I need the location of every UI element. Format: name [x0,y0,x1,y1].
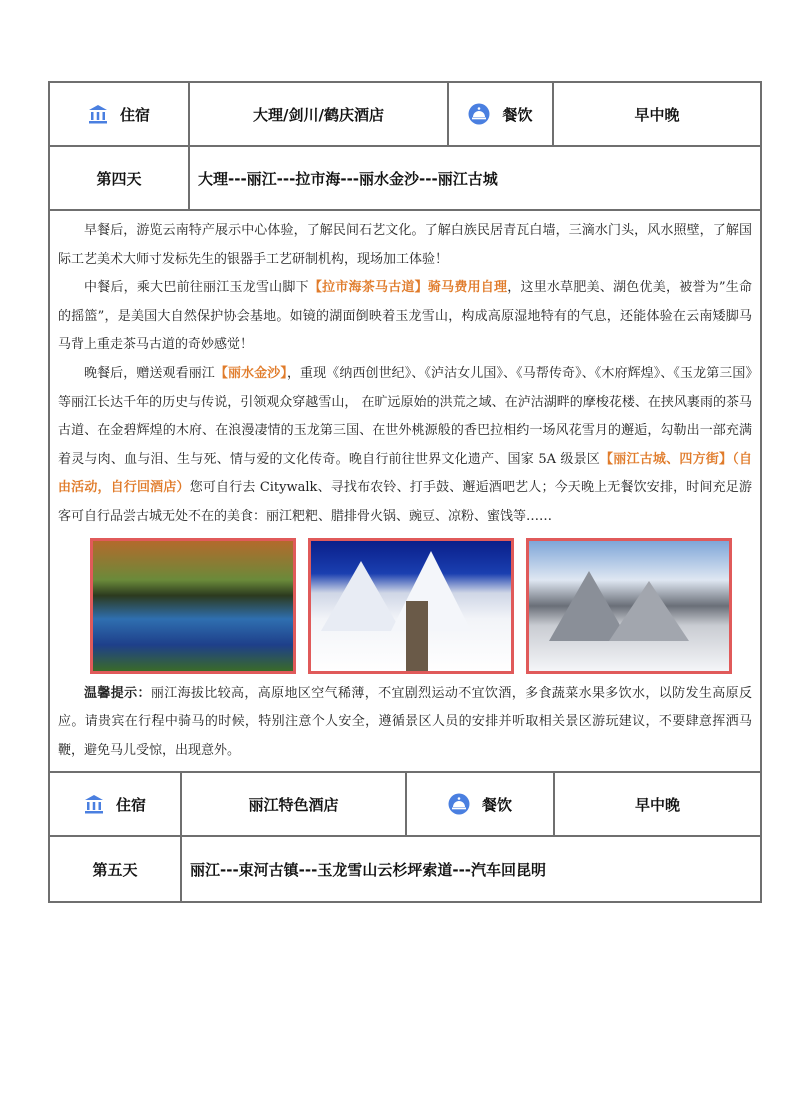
meals-value: 早中晚 [634,105,680,124]
tip-label: 温馨提示： [84,685,151,701]
photo-gallery [58,532,752,680]
day4-description-row [50,211,760,773]
highlight-old-town: 【丽江古城、四方街】（自由活动，自行回酒店） [58,451,752,496]
accommodation-label-cell [50,83,190,145]
text: 中餐后，乘大巴前往丽江玉龙雪山脚下 [84,280,309,296]
tip-text: 丽江海拔比较高，高原地区空气稀薄，不宜剧烈运动不宜饮酒，多食蔬菜水果多饮水，以防发生高原反应。请贵宾在行程中骑马的时候，特别注意个人安全，遵循景区人员的安排并听取相关景区游玩建议，不要肆意挥洒马鞭，避免马儿受惊，出现意外。 [58,685,752,758]
meals-label-cell [449,83,554,145]
route: 大理---丽江---拉市海---丽水金沙---丽江古城 [198,169,498,188]
paragraph-noon [58,274,752,360]
day4-table [48,81,762,903]
route: 丽江---束河古镇---玉龙雪山云杉坪索道---汽车回昆明 [190,860,547,879]
photo-jade-dragon-peak [526,538,732,674]
itinerary-description [50,211,760,771]
accommodation-label-cell [50,773,182,835]
dining-cloche-icon [448,793,470,815]
day4-route-row [50,147,760,211]
highlight-show: 【丽水金沙】 [214,365,287,381]
hotel-building-icon [88,104,108,124]
meals-value: 早中晚 [634,795,680,814]
day5-route-row [50,837,760,901]
accommodation-value: 丽江特色酒店 [182,773,407,835]
paragraph-morning: 早餐后，游览云南特产展示中心体验，了解民间石艺文化。了解白族民居青瓦白墙，三滴水门头，风水照壁，了解国际工艺美术大师寸发标先生的银器手工艺研制机构，现场加工体验！ [58,223,752,267]
day5-info-row [50,773,760,837]
highlight-horse-riding: 【拉市海茶马古道】骑马费用自理 [308,280,508,296]
photo-snow-mountain-boardwalk [308,538,514,674]
accommodation-label: 住宿 [115,795,146,814]
meals-label: 餐饮 [502,105,533,124]
day4-info-row [50,83,760,147]
text: 晚餐后，赠送观看丽江 [84,365,215,381]
warm-tip [58,680,752,766]
text: 您可自行去 Citywalk、寻找布农铃、打手鼓、邂逅酒吧艺人；今天晚上无餐饮安排，时间充足游客可自行品尝古城无处不在的美食：丽江粑粑、腊排骨火锅、豌豆、凉粉、蜜饯等…… [58,480,752,524]
photo-lijiang-old-town [90,538,296,674]
day-label: 第四天 [50,147,190,209]
accommodation-label: 住宿 [119,105,150,124]
text: ，这里水草肥美、湖色优美，被誉为”生命的摇篮”，是美国大自然保护协会基地。如镜的湖面倒映着玉龙雪山，构成高原湿地特有的气息，还能体验在云南矮脚马马背上重走茶马古道的奇妙感觉！ [58,280,752,353]
day-label: 第五天 [50,837,182,901]
meals-label: 餐饮 [481,795,512,814]
accommodation-value: 大理/剑川/鹤庆酒店 [190,83,449,145]
text: ，重现《纳西创世纪》、《泸沽女儿国》、《马帮传奇》、《木府辉煌》、《玉龙第三国》等丽江长达千年的历史与传说，引领观众穿越雪山， 在旷远原始的洪荒之域、在泸沽湖畔的摩梭花楼、在挟风裹雨的茶马古道、在金碧辉煌的木府、在浪漫凄情的玉龙第三国、在世外桃源般的香巴拉相约一场风花雪月的邂逅，勾勒出一部充满着灵与肉、血与泪、生与死、情与爱的文化传奇。晚自行前往世界文化遗产、国家 5A 级景区 [58,365,752,467]
meals-label-cell [407,773,555,835]
paragraph-evening [58,360,752,532]
dining-cloche-icon [468,103,490,125]
hotel-building-icon [84,794,104,814]
